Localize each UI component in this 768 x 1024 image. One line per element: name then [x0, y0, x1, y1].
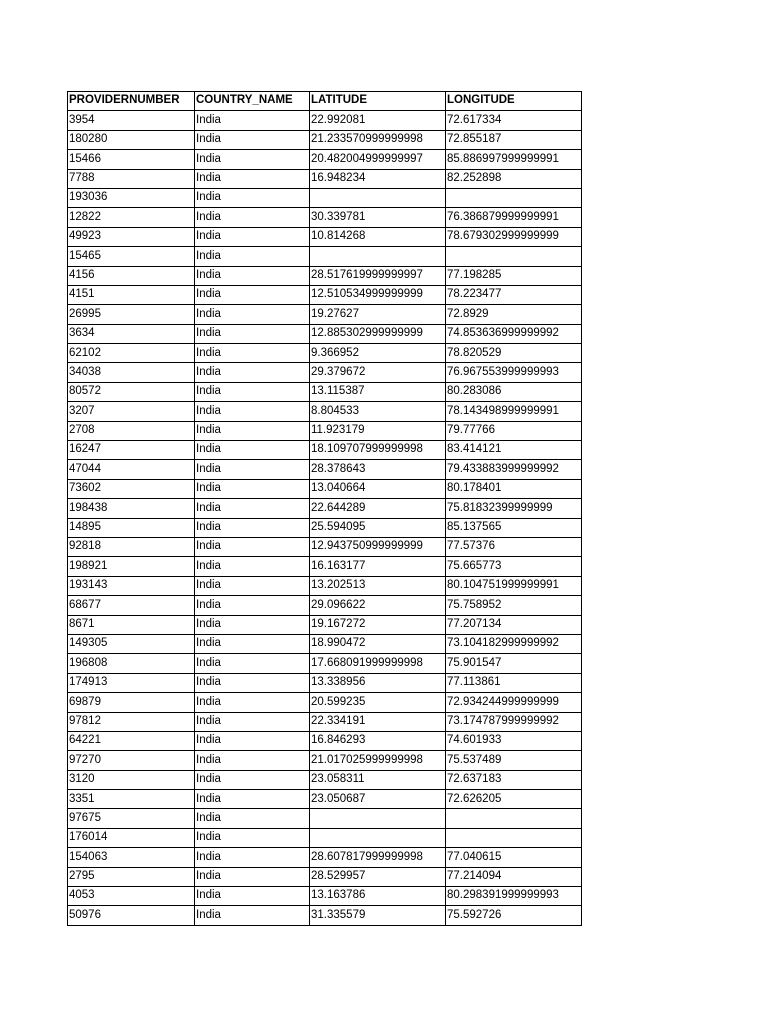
cell-longitude: 72.626205 — [446, 790, 582, 809]
cell-providernumber: 3351 — [68, 790, 195, 809]
cell-longitude: 83.414121 — [446, 441, 582, 460]
cell-longitude: 77.113861 — [446, 673, 582, 692]
table-row — [68, 887, 582, 906]
cell-providernumber: 3207 — [68, 402, 195, 421]
cell-longitude: 73.104182999999992 — [446, 634, 582, 653]
cell-providernumber: 174913 — [68, 673, 195, 692]
cell-latitude: 13.163786 — [310, 887, 446, 906]
cell-providernumber: 3634 — [68, 324, 195, 343]
cell-country-name: India — [195, 615, 310, 634]
cell-longitude: 78.820529 — [446, 344, 582, 363]
table-row — [68, 634, 582, 653]
cell-providernumber: 180280 — [68, 130, 195, 149]
cell-country-name: India — [195, 518, 310, 537]
cell-providernumber: 2795 — [68, 867, 195, 886]
cell-latitude: 13.338956 — [310, 673, 446, 692]
table-body — [68, 111, 582, 925]
table-row — [68, 596, 582, 615]
table-row — [68, 344, 582, 363]
cell-latitude: 21.017025999999998 — [310, 751, 446, 770]
cell-providernumber: 193036 — [68, 188, 195, 207]
cell-longitude: 75.592726 — [446, 906, 582, 925]
table-row — [68, 169, 582, 188]
cell-latitude: 25.594095 — [310, 518, 446, 537]
table-row — [68, 111, 582, 130]
cell-providernumber: 196808 — [68, 654, 195, 673]
cell-providernumber: 7788 — [68, 169, 195, 188]
cell-longitude: 77.207134 — [446, 615, 582, 634]
cell-longitude: 80.178401 — [446, 479, 582, 498]
cell-providernumber: 47044 — [68, 460, 195, 479]
cell-providernumber: 97675 — [68, 809, 195, 828]
table-row — [68, 363, 582, 382]
cell-country-name: India — [195, 227, 310, 246]
cell-latitude: 16.163177 — [310, 557, 446, 576]
cell-providernumber: 50976 — [68, 906, 195, 925]
cell-country-name: India — [195, 479, 310, 498]
cell-latitude: 28.529957 — [310, 867, 446, 886]
cell-providernumber: 49923 — [68, 227, 195, 246]
cell-longitude: 78.143498999999991 — [446, 402, 582, 421]
cell-longitude: 77.040615 — [446, 848, 582, 867]
header-country-name: COUNTRY_NAME — [195, 92, 310, 111]
cell-latitude: 18.990472 — [310, 634, 446, 653]
cell-longitude — [446, 828, 582, 847]
cell-longitude: 75.665773 — [446, 557, 582, 576]
cell-providernumber: 3954 — [68, 111, 195, 130]
cell-providernumber: 62102 — [68, 344, 195, 363]
cell-latitude: 16.948234 — [310, 169, 446, 188]
cell-providernumber: 34038 — [68, 363, 195, 382]
cell-latitude: 11.923179 — [310, 421, 446, 440]
cell-country-name: India — [195, 324, 310, 343]
cell-country-name: India — [195, 867, 310, 886]
cell-country-name: India — [195, 809, 310, 828]
table-row — [68, 518, 582, 537]
cell-country-name: India — [195, 421, 310, 440]
cell-providernumber: 92818 — [68, 537, 195, 556]
cell-country-name: India — [195, 751, 310, 770]
cell-country-name: India — [195, 770, 310, 789]
header-longitude: LONGITUDE — [446, 92, 582, 111]
cell-providernumber: 149305 — [68, 634, 195, 653]
cell-latitude — [310, 828, 446, 847]
cell-latitude — [310, 188, 446, 207]
cell-longitude: 78.223477 — [446, 285, 582, 304]
cell-country-name: India — [195, 130, 310, 149]
cell-providernumber: 14895 — [68, 518, 195, 537]
cell-providernumber: 68677 — [68, 596, 195, 615]
cell-country-name: India — [195, 596, 310, 615]
cell-longitude: 72.8929 — [446, 305, 582, 324]
header-providernumber: PROVIDERNUMBER — [68, 92, 195, 111]
table-row — [68, 305, 582, 324]
cell-country-name: India — [195, 848, 310, 867]
cell-country-name: India — [195, 906, 310, 925]
cell-latitude: 20.482004999999997 — [310, 150, 446, 169]
cell-providernumber: 73602 — [68, 479, 195, 498]
cell-latitude: 17.668091999999998 — [310, 654, 446, 673]
cell-providernumber: 12822 — [68, 208, 195, 227]
cell-longitude: 75.81832399999999 — [446, 499, 582, 518]
cell-latitude: 13.202513 — [310, 576, 446, 595]
cell-providernumber: 97270 — [68, 751, 195, 770]
cell-country-name: India — [195, 460, 310, 479]
cell-latitude: 9.366952 — [310, 344, 446, 363]
cell-longitude: 79.77766 — [446, 421, 582, 440]
cell-longitude: 77.214094 — [446, 867, 582, 886]
cell-country-name: India — [195, 402, 310, 421]
cell-providernumber: 4053 — [68, 887, 195, 906]
cell-country-name: India — [195, 247, 310, 266]
table-row — [68, 266, 582, 285]
cell-country-name: India — [195, 673, 310, 692]
cell-providernumber: 154063 — [68, 848, 195, 867]
cell-providernumber: 3120 — [68, 770, 195, 789]
cell-providernumber: 198921 — [68, 557, 195, 576]
cell-providernumber: 176014 — [68, 828, 195, 847]
cell-latitude: 29.379672 — [310, 363, 446, 382]
table-row — [68, 809, 582, 828]
header-latitude: LATITUDE — [310, 92, 446, 111]
cell-longitude: 80.298391999999993 — [446, 887, 582, 906]
cell-providernumber: 80572 — [68, 382, 195, 401]
cell-latitude: 8.804533 — [310, 402, 446, 421]
table-row — [68, 828, 582, 847]
table-row — [68, 751, 582, 770]
table-header — [68, 92, 582, 111]
table-row — [68, 693, 582, 712]
table-row — [68, 227, 582, 246]
cell-country-name: India — [195, 537, 310, 556]
table-row — [68, 848, 582, 867]
cell-latitude — [310, 809, 446, 828]
cell-longitude: 72.934244999999999 — [446, 693, 582, 712]
cell-latitude: 18.109707999999998 — [310, 441, 446, 460]
table-row — [68, 906, 582, 925]
cell-latitude: 22.334191 — [310, 712, 446, 731]
cell-longitude: 79.433883999999992 — [446, 460, 582, 479]
cell-longitude: 77.198285 — [446, 266, 582, 285]
cell-latitude: 28.378643 — [310, 460, 446, 479]
cell-longitude: 82.252898 — [446, 169, 582, 188]
cell-longitude: 75.901547 — [446, 654, 582, 673]
cell-country-name: India — [195, 208, 310, 227]
cell-latitude: 16.846293 — [310, 731, 446, 750]
table-row — [68, 712, 582, 731]
cell-latitude: 28.607817999999998 — [310, 848, 446, 867]
table-row — [68, 615, 582, 634]
cell-providernumber: 15465 — [68, 247, 195, 266]
cell-providernumber: 64221 — [68, 731, 195, 750]
table-row — [68, 421, 582, 440]
cell-latitude: 22.992081 — [310, 111, 446, 130]
cell-providernumber: 4156 — [68, 266, 195, 285]
cell-longitude — [446, 809, 582, 828]
table-row — [68, 557, 582, 576]
cell-latitude: 12.943750999999999 — [310, 537, 446, 556]
cell-longitude — [446, 247, 582, 266]
table-row — [68, 188, 582, 207]
cell-longitude: 85.137565 — [446, 518, 582, 537]
cell-longitude: 75.537489 — [446, 751, 582, 770]
table-row — [68, 770, 582, 789]
cell-longitude — [446, 188, 582, 207]
table-row — [68, 673, 582, 692]
cell-latitude: 23.058311 — [310, 770, 446, 789]
cell-latitude: 13.040664 — [310, 479, 446, 498]
cell-longitude: 80.283086 — [446, 382, 582, 401]
cell-country-name: India — [195, 150, 310, 169]
cell-country-name: India — [195, 557, 310, 576]
cell-longitude: 80.104751999999991 — [446, 576, 582, 595]
cell-country-name: India — [195, 499, 310, 518]
cell-longitude: 72.855187 — [446, 130, 582, 149]
cell-country-name: India — [195, 887, 310, 906]
cell-country-name: India — [195, 828, 310, 847]
cell-latitude: 29.096622 — [310, 596, 446, 615]
cell-longitude: 73.174787999999992 — [446, 712, 582, 731]
table-row — [68, 285, 582, 304]
cell-country-name: India — [195, 441, 310, 460]
cell-providernumber: 2708 — [68, 421, 195, 440]
table-row — [68, 479, 582, 498]
cell-latitude — [310, 247, 446, 266]
cell-providernumber: 69879 — [68, 693, 195, 712]
cell-country-name: India — [195, 305, 310, 324]
cell-latitude: 13.115387 — [310, 382, 446, 401]
table-row — [68, 130, 582, 149]
cell-country-name: India — [195, 382, 310, 401]
cell-country-name: India — [195, 634, 310, 653]
table-row — [68, 247, 582, 266]
cell-latitude: 12.885302999999999 — [310, 324, 446, 343]
cell-latitude: 22.644289 — [310, 499, 446, 518]
table-row — [68, 576, 582, 595]
cell-latitude: 20.599235 — [310, 693, 446, 712]
cell-latitude: 12.510534999999999 — [310, 285, 446, 304]
cell-longitude: 72.617334 — [446, 111, 582, 130]
table-row — [68, 208, 582, 227]
table-row — [68, 499, 582, 518]
cell-providernumber: 193143 — [68, 576, 195, 595]
header-row — [68, 92, 582, 111]
cell-providernumber: 198438 — [68, 499, 195, 518]
cell-country-name: India — [195, 731, 310, 750]
provider-location-table — [67, 91, 582, 926]
cell-latitude: 19.167272 — [310, 615, 446, 634]
cell-country-name: India — [195, 790, 310, 809]
cell-longitude: 85.886997999999991 — [446, 150, 582, 169]
table-row — [68, 537, 582, 556]
cell-latitude: 21.233570999999998 — [310, 130, 446, 149]
table-row — [68, 402, 582, 421]
cell-country-name: India — [195, 693, 310, 712]
cell-latitude: 10.814268 — [310, 227, 446, 246]
cell-country-name: India — [195, 285, 310, 304]
cell-longitude: 78.679302999999999 — [446, 227, 582, 246]
cell-latitude: 30.339781 — [310, 208, 446, 227]
cell-longitude: 74.601933 — [446, 731, 582, 750]
cell-providernumber: 15466 — [68, 150, 195, 169]
cell-country-name: India — [195, 188, 310, 207]
cell-providernumber: 97812 — [68, 712, 195, 731]
cell-latitude: 28.517619999999997 — [310, 266, 446, 285]
table-row — [68, 790, 582, 809]
table-row — [68, 460, 582, 479]
cell-country-name: India — [195, 111, 310, 130]
cell-longitude: 76.967553999999993 — [446, 363, 582, 382]
table-row — [68, 867, 582, 886]
cell-providernumber: 8671 — [68, 615, 195, 634]
cell-country-name: India — [195, 712, 310, 731]
cell-country-name: India — [195, 576, 310, 595]
table-row — [68, 654, 582, 673]
cell-country-name: India — [195, 266, 310, 285]
table-row — [68, 441, 582, 460]
cell-providernumber: 16247 — [68, 441, 195, 460]
cell-longitude: 74.853636999999992 — [446, 324, 582, 343]
cell-latitude: 23.050687 — [310, 790, 446, 809]
cell-longitude: 76.386879999999991 — [446, 208, 582, 227]
cell-country-name: India — [195, 363, 310, 382]
cell-latitude: 31.335579 — [310, 906, 446, 925]
table-row — [68, 731, 582, 750]
cell-providernumber: 26995 — [68, 305, 195, 324]
cell-longitude: 75.758952 — [446, 596, 582, 615]
cell-longitude: 72.637183 — [446, 770, 582, 789]
table-row — [68, 324, 582, 343]
table-row — [68, 150, 582, 169]
cell-providernumber: 4151 — [68, 285, 195, 304]
cell-country-name: India — [195, 654, 310, 673]
cell-longitude: 77.57376 — [446, 537, 582, 556]
cell-latitude: 19.27627 — [310, 305, 446, 324]
cell-country-name: India — [195, 344, 310, 363]
table-row — [68, 382, 582, 401]
cell-country-name: India — [195, 169, 310, 188]
